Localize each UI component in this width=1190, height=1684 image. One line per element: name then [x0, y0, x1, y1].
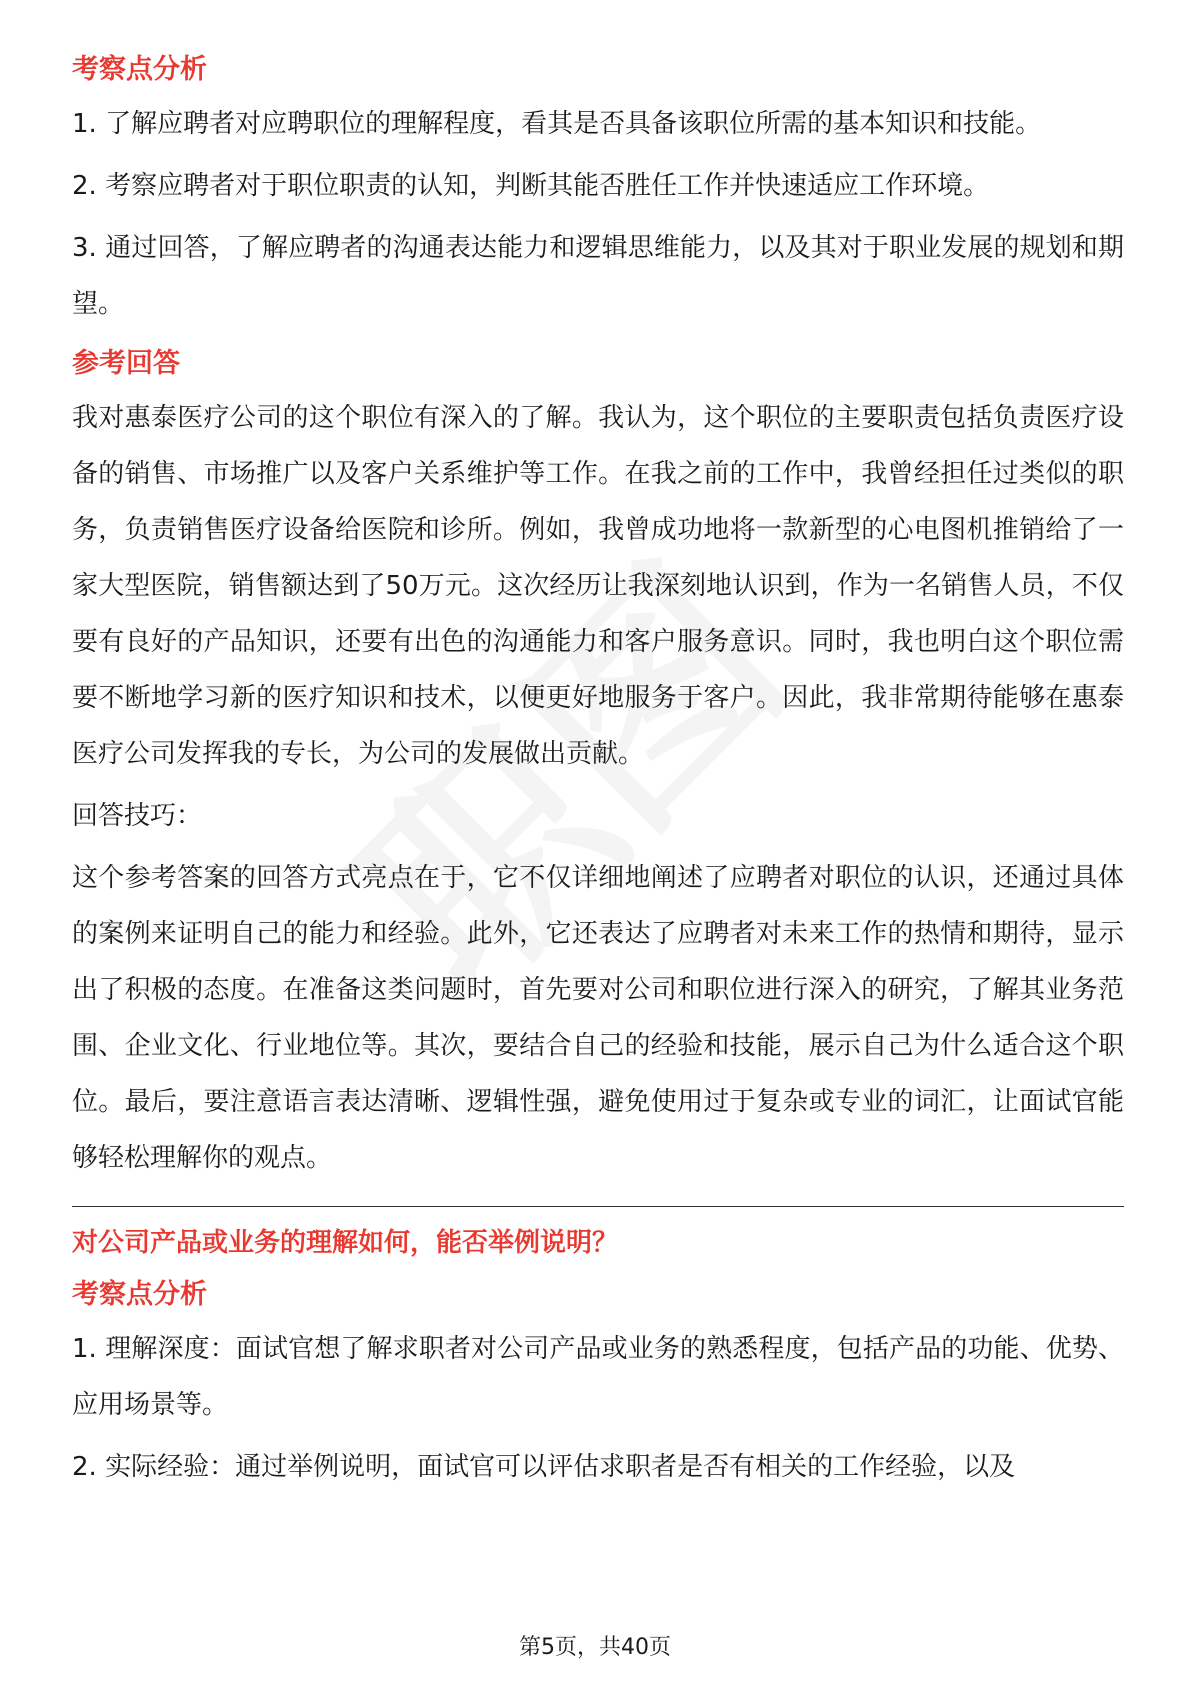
section-heading-analysis: 考察点分析	[72, 54, 207, 85]
section-heading-analysis-2: 考察点分析	[72, 1279, 207, 1310]
analysis2-point-1: 1. 理解深度：面试官想了解求职者对公司产品或业务的熟悉程度，包括产品的功能、优势、应用场景等。	[72, 1334, 1124, 1420]
answer-paragraph: 我对惠泰医疗公司的这个职位有深入的了解。我认为，这个职位的主要职责包括负责医疗设备的销售、市场推广以及客户关系维护等工作。在我之前的工作中，我曾经担任过类似的职务，负责销售医疗设备给医院和诊所。例如，我曾成功地将一款新型的心电图机推销给了一家大型医院，销售额达到了50万元。这次经历让我深刻地认识到，作为一名销售人员，不仅要有良好的产品知识，还要有出色的沟通能力和客户服务意识。同时，我也明白这个职位需要不断地学习新的医疗知识和技术，以便更好地服务于客户。因此，我非常期待能够在惠泰医疗公司发挥我的专长，为公司的发展做出贡献。	[72, 403, 1124, 769]
section-divider	[72, 1206, 1124, 1207]
analysis-point-2: 2. 考察应聘者对于职位职责的认知，判断其能否胜任工作并快速适应工作环境。	[72, 171, 990, 201]
tips-label: 回答技巧：	[72, 801, 203, 831]
question-title: 对公司产品或业务的理解如何，能否举例说明？	[72, 1228, 619, 1258]
analysis-point-1: 1. 了解应聘者对应聘职位的理解程度，看其是否具备该职位所需的基本知识和技能。	[72, 109, 1042, 139]
analysis2-point-2: 2. 实际经验：通过举例说明，面试官可以评估求职者是否有相关的工作经验，以及	[72, 1452, 1016, 1482]
page-content	[72, 50, 1124, 1501]
page-number: 第5页，共40页	[519, 1635, 671, 1660]
section-heading-answer: 参考回答	[72, 348, 180, 379]
analysis-point-3: 3. 通过回答，了解应聘者的沟通表达能力和逻辑思维能力，以及其对于职业发展的规划和期望。	[72, 233, 1124, 319]
tips-paragraph: 这个参考答案的回答方式亮点在于，它不仅详细地阐述了应聘者对职位的认识，还通过具体的案例来证明自己的能力和经验。此外，它还表达了应聘者对未来工作的热情和期待，显示出了积极的态度。在准备这类问题时，首先要对公司和职位进行深入的研究，了解其业务范围、企业文化、行业地位等。其次，要结合自己的经验和技能，展示自己为什么适合这个职位。最后，要注意语言表达清晰、逻辑性强，避免使用过于复杂或专业的词汇，让面试官能够轻松理解你的观点。	[72, 863, 1124, 1173]
